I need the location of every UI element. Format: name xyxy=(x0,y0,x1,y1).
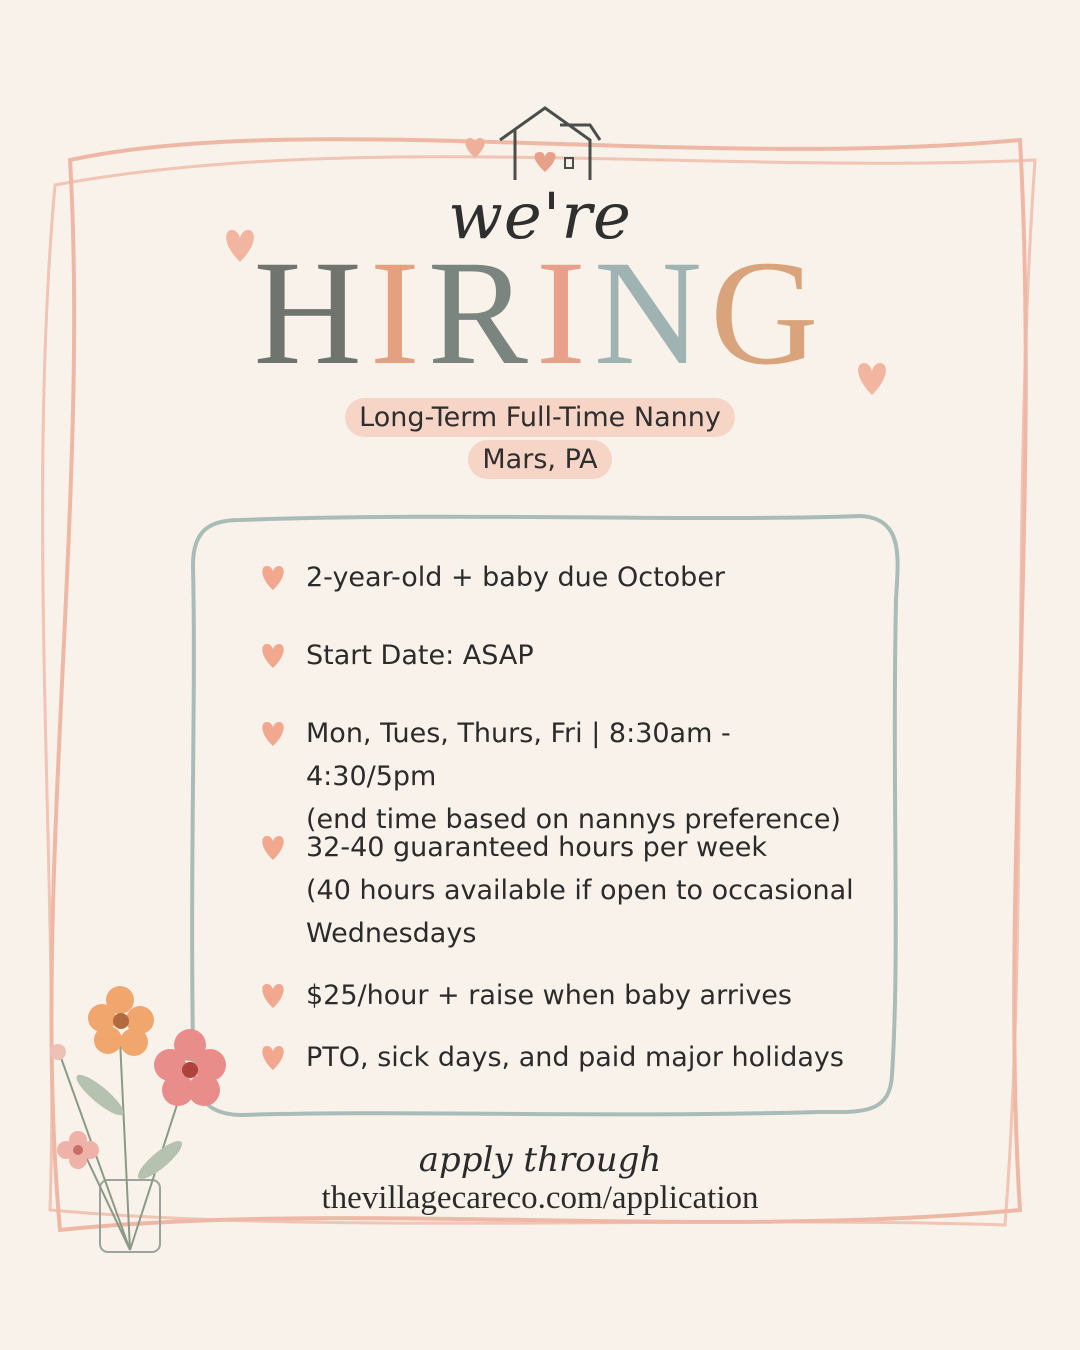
detail-line: $25/hour + raise when baby arrives xyxy=(306,980,792,1011)
hiring-letter: N xyxy=(593,230,711,396)
hiring-letter: I xyxy=(535,230,594,396)
hiring-heading xyxy=(0,230,1080,396)
detail-line: PTO, sick days, and paid major holidays xyxy=(306,1042,844,1073)
detail-item xyxy=(258,974,858,1017)
detail-item xyxy=(258,1036,858,1079)
detail-line: 2-year-old + baby due October xyxy=(306,562,726,593)
were-heading: we're xyxy=(448,180,632,254)
application-link[interactable]: thevillagecareco.com/application xyxy=(321,1180,759,1216)
heart-icon xyxy=(258,980,288,1010)
detail-item xyxy=(258,712,858,841)
house-heart-icon xyxy=(535,152,556,172)
heart-icon xyxy=(258,832,288,862)
hiring-letter: R xyxy=(427,230,536,396)
heart-icon xyxy=(258,562,288,592)
detail-line: Wednesdays xyxy=(306,918,477,949)
heart-icon xyxy=(258,718,288,748)
heart-icon xyxy=(258,1042,288,1072)
hiring-letter: G xyxy=(710,230,827,396)
detail-line: Mon, Tues, Thurs, Fri | 8:30am - 4:30/5pm xyxy=(306,718,731,792)
flower-pink-icon xyxy=(154,1029,226,1106)
detail-line: 32-40 guaranteed hours per week xyxy=(306,832,767,863)
apply-label: apply through xyxy=(418,1140,662,1180)
bud-icon xyxy=(50,1044,66,1060)
job-location: Mars, PA xyxy=(468,440,611,479)
job-title-pill xyxy=(0,398,1080,437)
detail-item xyxy=(258,826,858,955)
detail-item xyxy=(258,634,858,677)
detail-line: (40 hours available if open to occasional xyxy=(306,875,854,906)
location-pill xyxy=(0,440,1080,479)
hiring-letter: H xyxy=(253,230,370,396)
detail-line: Start Date: ASAP xyxy=(306,640,534,671)
job-title: Long-Term Full-Time Nanny xyxy=(345,398,735,437)
hiring-letter: I xyxy=(369,230,428,396)
flower-orange-icon xyxy=(88,986,154,1056)
detail-item xyxy=(258,556,858,599)
heart-icon xyxy=(258,640,288,670)
detail-line: (end time based on nannys preference) xyxy=(306,804,841,835)
